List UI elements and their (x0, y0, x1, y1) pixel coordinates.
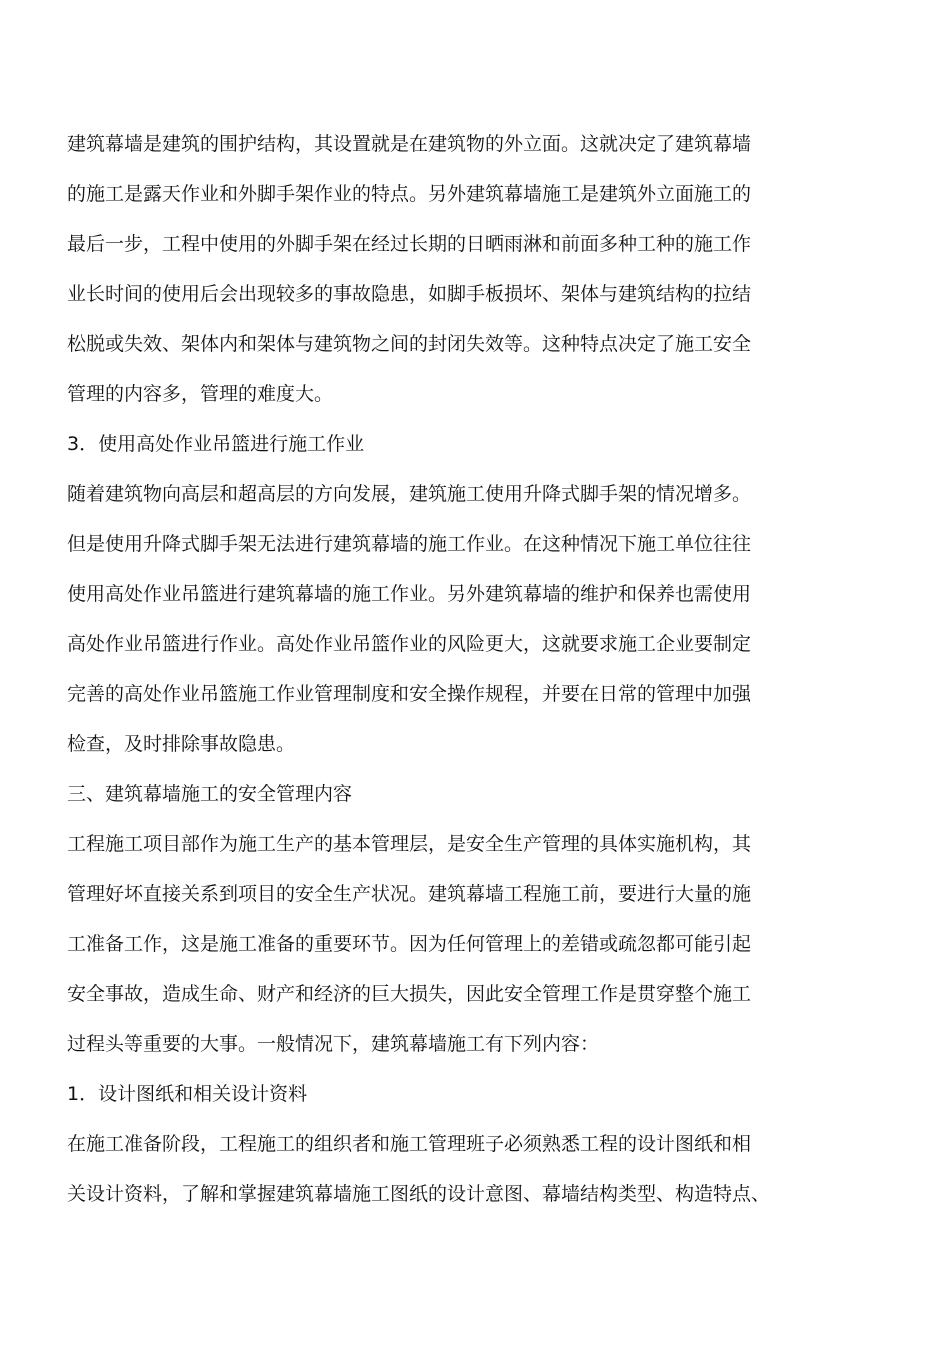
section-heading: 三、建筑幕墙施工的安全管理内容 (67, 783, 353, 805)
section-heading: 3．使用高处作业吊篮进行施工作业 (67, 433, 365, 455)
text-line: 随着建筑物向高层和超高层的方向发展，建筑施工使用升降式脚手架的情况增多。 (67, 483, 752, 505)
text-line: 完善的高处作业吊篮施工作业管理制度和安全操作规程，并要在日常的管理中加强 (67, 683, 752, 705)
text-line: 使用高处作业吊篮进行建筑幕墙的施工作业。另外建筑幕墙的维护和保养也需使用 (67, 583, 752, 605)
text-line: 关设计资料，了解和掌握建筑幕墙施工图纸的设计意图、幕墙结构类型、构造特点、 (67, 1183, 771, 1205)
text-line: 管理的内容多，管理的难度大。 (67, 383, 334, 405)
text-line: 安全事故，造成生命、财产和经济的巨大损失，因此安全管理工作是贯穿整个施工 (67, 983, 752, 1005)
text-line: 高处作业吊篮进行作业。高处作业吊篮作业的风险更大，这就要求施工企业要制定 (67, 633, 752, 655)
section-heading: 1．设计图纸和相关设计资料 (67, 1083, 308, 1105)
text-line: 过程头等重要的大事。一般情况下，建筑幕墙施工有下列内容： (67, 1033, 600, 1055)
text-line: 业长时间的使用后会出现较多的事故隐患，如脚手板损坏、架体与建筑结构的拉结 (67, 283, 752, 305)
text-line: 但是使用升降式脚手架无法进行建筑幕墙的施工作业。在这种情况下施工单位往往 (67, 533, 752, 555)
text-line: 管理好坏直接关系到项目的安全生产状况。建筑幕墙工程施工前，要进行大量的施 (67, 883, 752, 905)
text-line: 检查，及时排除事故隐患。 (67, 733, 296, 755)
text-line: 松脱或失效、架体内和架体与建筑物之间的封闭失效等。这种特点决定了施工安全 (67, 333, 752, 355)
text-line: 在施工准备阶段，工程施工的组织者和施工管理班子必须熟悉工程的设计图纸和相 (67, 1133, 752, 1155)
document-body (67, 119, 827, 1219)
text-line: 工准备工作，这是施工准备的重要环节。因为任何管理上的差错或疏忽都可能引起 (67, 933, 752, 955)
text-line: 工程施工项目部作为施工生产的基本管理层，是安全生产管理的具体实施机构，其 (67, 833, 752, 855)
text-line: 的施工是露天作业和外脚手架作业的特点。另外建筑幕墙施工是建筑外立面施工的 (67, 183, 752, 205)
text-line: 最后一步，工程中使用的外脚手架在经过长期的日晒雨淋和前面多种工种的施工作 (67, 233, 752, 255)
text-line: 建筑幕墙是建筑的围护结构，其设置就是在建筑物的外立面。这就决定了建筑幕墙 (67, 133, 752, 155)
